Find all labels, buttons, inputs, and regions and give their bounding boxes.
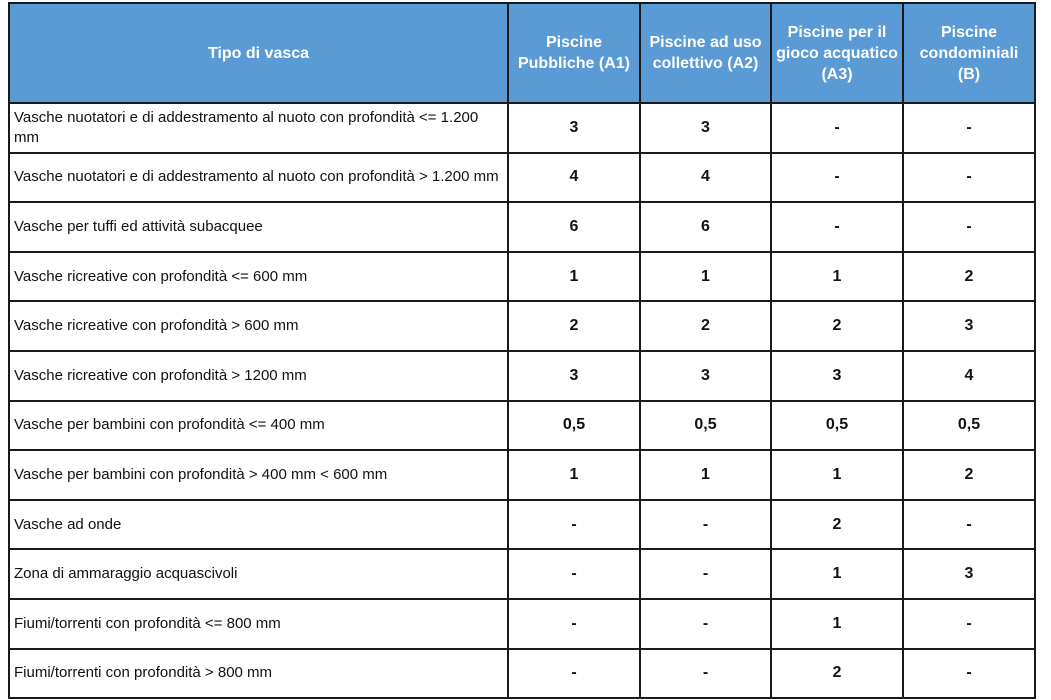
value-cell-a2: - bbox=[640, 599, 771, 649]
value-cell-a1: 3 bbox=[508, 103, 640, 153]
pool-type-cell: Vasche ricreative con profondità > 1200 mm bbox=[9, 351, 508, 401]
value-cell-a3: 2 bbox=[771, 649, 903, 699]
table-row bbox=[9, 450, 1035, 500]
value-cell-b: 0,5 bbox=[903, 401, 1035, 451]
table-body bbox=[9, 103, 1035, 698]
pool-type-cell: Vasche nuotatori e di addestramento al nuoto con profondità <= 1.200 mm bbox=[9, 103, 508, 153]
header-condominium-pools-b: Piscine condominiali (B) bbox=[903, 3, 1035, 103]
table-row bbox=[9, 301, 1035, 351]
value-cell-a3: - bbox=[771, 103, 903, 153]
header-pool-type: Tipo di vasca bbox=[9, 3, 508, 103]
value-cell-a3: 0,5 bbox=[771, 401, 903, 451]
value-cell-a2: 3 bbox=[640, 103, 771, 153]
table-row bbox=[9, 202, 1035, 252]
table-row bbox=[9, 351, 1035, 401]
value-cell-a1: 6 bbox=[508, 202, 640, 252]
value-cell-a1: - bbox=[508, 649, 640, 699]
value-cell-a2: 6 bbox=[640, 202, 771, 252]
pool-type-cell: Zona di ammaraggio acquascivoli bbox=[9, 549, 508, 599]
pool-type-cell: Vasche ricreative con profondità <= 600 mm bbox=[9, 252, 508, 302]
value-cell-a2: 3 bbox=[640, 351, 771, 401]
value-cell-a3: 2 bbox=[771, 500, 903, 550]
value-cell-a1: 4 bbox=[508, 153, 640, 203]
value-cell-b: - bbox=[903, 500, 1035, 550]
pool-type-cell: Vasche ricreative con profondità > 600 mm bbox=[9, 301, 508, 351]
value-cell-a2: 1 bbox=[640, 252, 771, 302]
value-cell-b: 2 bbox=[903, 450, 1035, 500]
value-cell-b: - bbox=[903, 649, 1035, 699]
value-cell-a2: 1 bbox=[640, 450, 771, 500]
value-cell-a3: 1 bbox=[771, 252, 903, 302]
table-row bbox=[9, 500, 1035, 550]
header-row bbox=[9, 3, 1035, 103]
value-cell-a2: - bbox=[640, 549, 771, 599]
value-cell-a1: 3 bbox=[508, 351, 640, 401]
value-cell-b: 2 bbox=[903, 252, 1035, 302]
value-cell-a1: 1 bbox=[508, 450, 640, 500]
value-cell-a3: 1 bbox=[771, 549, 903, 599]
pool-type-cell: Vasche per bambini con profondità > 400 mm < 600 mm bbox=[9, 450, 508, 500]
pool-classification-table bbox=[8, 2, 1036, 699]
pool-type-cell: Vasche nuotatori e di addestramento al nuoto con profondità > 1.200 mm bbox=[9, 153, 508, 203]
table-row bbox=[9, 103, 1035, 153]
value-cell-b: - bbox=[903, 202, 1035, 252]
header-water-play-pools-a3: Piscine per il gioco acquatico (A3) bbox=[771, 3, 903, 103]
table-row bbox=[9, 153, 1035, 203]
value-cell-a1: 0,5 bbox=[508, 401, 640, 451]
value-cell-a2: 4 bbox=[640, 153, 771, 203]
value-cell-a1: - bbox=[508, 599, 640, 649]
header-public-pools-a1: Piscine Pubbliche (A1) bbox=[508, 3, 640, 103]
table-row bbox=[9, 401, 1035, 451]
pool-type-cell: Fiumi/torrenti con profondità <= 800 mm bbox=[9, 599, 508, 649]
pool-type-cell: Vasche ad onde bbox=[9, 500, 508, 550]
value-cell-a2: - bbox=[640, 649, 771, 699]
header-collective-pools-a2: Piscine ad uso collettivo (A2) bbox=[640, 3, 771, 103]
value-cell-a2: 2 bbox=[640, 301, 771, 351]
value-cell-a3: - bbox=[771, 153, 903, 203]
value-cell-a2: 0,5 bbox=[640, 401, 771, 451]
value-cell-a2: - bbox=[640, 500, 771, 550]
pool-type-cell: Vasche per bambini con profondità <= 400 mm bbox=[9, 401, 508, 451]
value-cell-b: - bbox=[903, 103, 1035, 153]
value-cell-a3: - bbox=[771, 202, 903, 252]
value-cell-b: 3 bbox=[903, 301, 1035, 351]
value-cell-a3: 1 bbox=[771, 599, 903, 649]
value-cell-a1: 1 bbox=[508, 252, 640, 302]
pool-type-cell: Vasche per tuffi ed attività subacquee bbox=[9, 202, 508, 252]
value-cell-a3: 2 bbox=[771, 301, 903, 351]
value-cell-b: - bbox=[903, 153, 1035, 203]
pool-type-cell: Fiumi/torrenti con profondità > 800 mm bbox=[9, 649, 508, 699]
table-header bbox=[9, 3, 1035, 103]
value-cell-a1: - bbox=[508, 549, 640, 599]
value-cell-a3: 3 bbox=[771, 351, 903, 401]
value-cell-a1: 2 bbox=[508, 301, 640, 351]
table-row bbox=[9, 649, 1035, 699]
table-row bbox=[9, 549, 1035, 599]
value-cell-b: 4 bbox=[903, 351, 1035, 401]
table-row bbox=[9, 599, 1035, 649]
value-cell-a3: 1 bbox=[771, 450, 903, 500]
value-cell-b: 3 bbox=[903, 549, 1035, 599]
table-row bbox=[9, 252, 1035, 302]
value-cell-b: - bbox=[903, 599, 1035, 649]
value-cell-a1: - bbox=[508, 500, 640, 550]
